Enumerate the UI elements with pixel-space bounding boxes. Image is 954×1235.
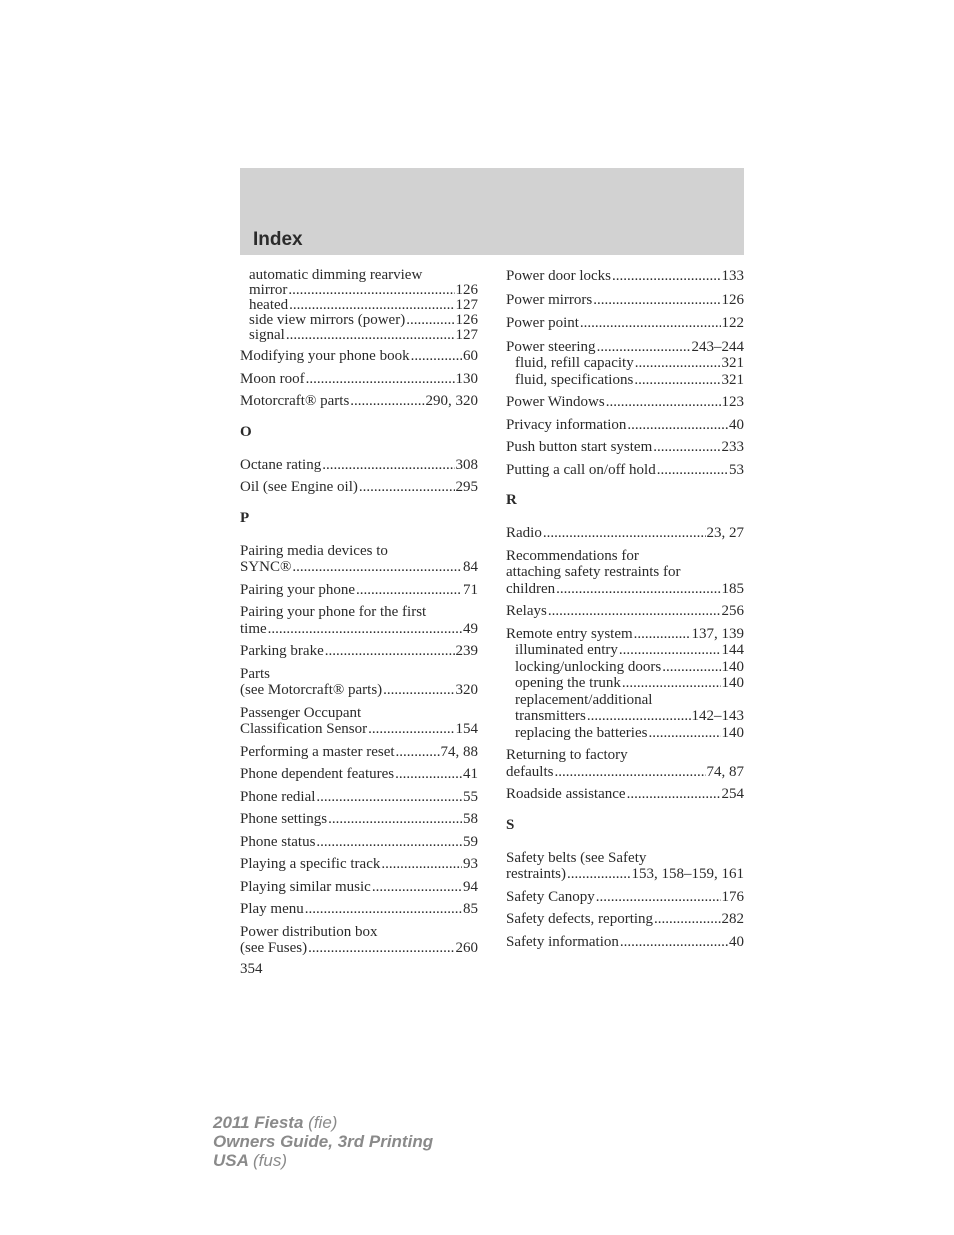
entry-pages: 93 bbox=[463, 856, 478, 872]
entry-pages: 321 bbox=[721, 371, 744, 388]
entry-pages: 74, 88 bbox=[440, 743, 478, 760]
entry-second-line: attaching safety restraints for bbox=[506, 564, 681, 580]
index-entry bbox=[240, 348, 478, 365]
entry-label: Remote entry system bbox=[506, 625, 633, 642]
leader-dots bbox=[305, 901, 462, 918]
leader-dots bbox=[597, 339, 691, 356]
entry-label: Play menu bbox=[240, 901, 304, 917]
entry-pages: 53 bbox=[729, 461, 744, 478]
leader-dots bbox=[325, 643, 455, 660]
entry-label: SYNC® bbox=[240, 559, 292, 575]
entry-pages: 126 bbox=[721, 291, 744, 308]
entry-label: Classification Sensor bbox=[240, 721, 368, 737]
leader-dots bbox=[596, 889, 721, 906]
entry-label: opening the trunk bbox=[515, 675, 621, 691]
leader-dots bbox=[634, 626, 691, 643]
leader-dots bbox=[350, 393, 424, 410]
index-entry bbox=[240, 582, 478, 599]
leader-dots bbox=[554, 764, 705, 781]
entry-pages: 126 bbox=[455, 282, 478, 298]
leader-dots bbox=[289, 298, 454, 313]
entry-pages: 133 bbox=[721, 268, 744, 284]
entry-pages: 74, 87 bbox=[706, 763, 744, 780]
entry-pages: 154 bbox=[455, 721, 478, 737]
leader-dots bbox=[308, 940, 454, 957]
entry-label: (see Motorcraft® parts) bbox=[240, 682, 383, 698]
entry-label: time bbox=[240, 620, 267, 637]
leader-dots bbox=[627, 786, 721, 803]
leader-dots bbox=[587, 708, 691, 725]
entry-pages: 126 bbox=[455, 312, 478, 328]
leader-dots bbox=[543, 525, 706, 542]
entry-pages: 59 bbox=[463, 833, 478, 850]
index-line bbox=[249, 283, 478, 298]
entry-label: Privacy information bbox=[506, 416, 627, 433]
entry-label: (see Fuses) bbox=[240, 940, 308, 956]
index-subentries-mirrors bbox=[240, 268, 478, 343]
leader-dots bbox=[316, 834, 462, 851]
index-entry bbox=[240, 924, 478, 957]
entry-pages: 233 bbox=[721, 439, 744, 455]
leader-dots bbox=[635, 355, 721, 372]
entry-label: signal bbox=[249, 327, 285, 343]
leader-dots bbox=[286, 328, 455, 343]
leader-dots bbox=[622, 675, 721, 692]
index-entry bbox=[506, 292, 744, 309]
footer-line-3 bbox=[213, 1151, 433, 1170]
leader-dots bbox=[606, 394, 721, 411]
entry-pages: 140 bbox=[721, 675, 744, 691]
leader-dots bbox=[662, 659, 720, 676]
entry-pages: 321 bbox=[721, 355, 744, 371]
entry-pages: 23, 27 bbox=[706, 525, 744, 541]
leader-dots bbox=[627, 417, 728, 434]
leader-dots bbox=[381, 856, 462, 873]
index-entry bbox=[506, 747, 744, 780]
leader-dots bbox=[654, 911, 720, 928]
index-entry bbox=[506, 934, 744, 951]
index-entry bbox=[506, 315, 744, 332]
leader-dots bbox=[328, 811, 462, 828]
index-entry bbox=[240, 604, 478, 637]
entry-pages: 144 bbox=[721, 642, 744, 658]
document-footer bbox=[213, 1113, 433, 1170]
index-entry bbox=[240, 744, 478, 761]
index-entry bbox=[240, 457, 478, 474]
index-entry bbox=[506, 268, 744, 285]
index-entry bbox=[240, 543, 478, 576]
entry-label: Push button start system bbox=[506, 439, 653, 455]
entry-pages: 239 bbox=[455, 643, 478, 659]
leader-dots bbox=[634, 372, 720, 389]
entry-label: Power door locks bbox=[506, 268, 611, 284]
index-entry bbox=[506, 525, 744, 542]
entry-label: replacing the batteries bbox=[515, 724, 648, 741]
index-entry bbox=[506, 462, 744, 479]
entry-pages: 127 bbox=[455, 327, 478, 343]
leader-dots bbox=[556, 581, 720, 598]
leader-dots bbox=[292, 559, 462, 576]
entry-label: restraints) bbox=[506, 866, 566, 882]
footer-market: USA bbox=[213, 1151, 249, 1170]
entry-pages: 60 bbox=[463, 348, 478, 364]
entry-pages: 130 bbox=[455, 370, 478, 387]
index-entry bbox=[506, 603, 744, 620]
leader-dots bbox=[372, 879, 462, 896]
entry-label: Modifying your phone book bbox=[240, 348, 410, 364]
entry-pages: 176 bbox=[721, 888, 744, 905]
entry-pages: 40 bbox=[729, 416, 744, 433]
index-entry bbox=[240, 766, 478, 783]
leader-dots bbox=[567, 866, 631, 883]
section-letter-s: S bbox=[506, 816, 515, 833]
entry-pages: 94 bbox=[463, 878, 478, 895]
footer-line-2: Owners Guide, 3rd Printing bbox=[213, 1132, 434, 1151]
section-letter-r: R bbox=[506, 492, 517, 508]
entry-pages: 185 bbox=[721, 580, 744, 597]
entry-label: Motorcraft® parts bbox=[240, 393, 350, 409]
footer-model-code: (fie) bbox=[308, 1113, 338, 1132]
section-letter-o: O bbox=[240, 423, 252, 440]
entry-pages: 320 bbox=[455, 682, 478, 698]
entry-label: mirror bbox=[249, 282, 288, 298]
index-line bbox=[249, 298, 478, 313]
entry-label: side view mirrors (power) bbox=[249, 312, 406, 328]
index-entry bbox=[240, 479, 478, 496]
entry-first-line: Recommendations for bbox=[506, 547, 639, 564]
index-entry bbox=[506, 889, 744, 906]
entry-pages: 254 bbox=[721, 786, 744, 802]
index-entry bbox=[506, 394, 744, 411]
index-column-left bbox=[240, 268, 478, 957]
entry-pages: 295 bbox=[455, 479, 478, 495]
index-entry bbox=[506, 911, 744, 928]
entry-label: Playing a specific track bbox=[240, 856, 381, 872]
entry-first-line: Passenger Occupant bbox=[240, 704, 362, 721]
entry-pages: 55 bbox=[463, 788, 478, 805]
leader-dots bbox=[356, 582, 462, 599]
entry-label: Relays bbox=[506, 603, 547, 619]
entry-label: Phone redial bbox=[240, 788, 316, 805]
entry-label: heated bbox=[249, 297, 289, 313]
entry-label: Phone dependent features bbox=[240, 766, 395, 782]
entry-first-line: Parts bbox=[240, 665, 270, 682]
index-header-band bbox=[240, 168, 744, 255]
entry-pages: 123 bbox=[721, 394, 744, 410]
entry-pages: 256 bbox=[721, 603, 744, 619]
entry-label: Phone settings bbox=[240, 811, 328, 827]
leader-dots bbox=[322, 457, 454, 474]
entry-label: Roadside assistance bbox=[506, 786, 626, 802]
leader-dots bbox=[306, 371, 455, 388]
leader-dots bbox=[268, 621, 462, 638]
index-column-right bbox=[506, 268, 744, 956]
index-entry bbox=[240, 856, 478, 873]
entry-label: transmitters bbox=[515, 708, 586, 724]
entry-label: Power Windows bbox=[506, 394, 605, 410]
entry-label: Power mirrors bbox=[506, 291, 593, 308]
entry-label: locking/unlocking doors bbox=[515, 658, 662, 675]
leader-dots bbox=[411, 348, 462, 365]
leader-dots bbox=[620, 934, 728, 951]
index-entry bbox=[240, 371, 478, 388]
leader-dots bbox=[653, 439, 720, 456]
entry-label: Moon roof bbox=[240, 370, 305, 387]
entry-pages: 243–244 bbox=[691, 338, 744, 355]
entry-first-line: Pairing media devices to bbox=[240, 542, 388, 559]
entry-pages: 49 bbox=[463, 620, 478, 637]
entry-label: children bbox=[506, 580, 556, 597]
index-entry bbox=[240, 666, 478, 699]
index-line bbox=[249, 268, 478, 283]
index-entry bbox=[240, 705, 478, 738]
entry-label: Safety Canopy bbox=[506, 888, 595, 905]
leader-dots bbox=[406, 313, 454, 328]
index-line bbox=[249, 328, 478, 343]
entry-pages: 140 bbox=[721, 658, 744, 675]
entry-first-line: Pairing your phone for the first bbox=[240, 604, 427, 620]
index-entry bbox=[506, 786, 744, 803]
entry-label: Parking brake bbox=[240, 643, 324, 659]
footer-market-code: (fus) bbox=[253, 1151, 287, 1170]
entry-pages: 153, 158–159, 161 bbox=[631, 866, 744, 882]
entry-label: illuminated entry bbox=[515, 642, 618, 658]
index-entry bbox=[506, 417, 744, 434]
leader-dots bbox=[395, 766, 462, 783]
leader-dots bbox=[383, 682, 454, 699]
entry-label: Putting a call on/off hold bbox=[506, 461, 656, 478]
entry-label: fluid, specifications bbox=[515, 371, 634, 388]
entry-first-line: Safety belts (see Safety bbox=[506, 849, 647, 866]
leader-dots bbox=[548, 603, 721, 620]
leader-dots bbox=[368, 721, 454, 738]
entry-first-line: Returning to factory bbox=[506, 747, 628, 763]
index-entry bbox=[506, 626, 744, 742]
entry-pages: 85 bbox=[463, 901, 478, 917]
entry-pages: 127 bbox=[455, 297, 478, 313]
leader-dots bbox=[396, 744, 440, 761]
index-entry bbox=[240, 789, 478, 806]
leader-dots bbox=[619, 642, 721, 659]
entry-pages: 71 bbox=[463, 581, 478, 598]
index-entry bbox=[506, 850, 744, 883]
index-entry bbox=[240, 643, 478, 660]
entry-label: Power point bbox=[506, 315, 579, 331]
leader-dots bbox=[288, 283, 454, 298]
leader-dots bbox=[593, 292, 720, 309]
entry-label: Performing a master reset bbox=[240, 743, 395, 760]
entry-label: fluid, refill capacity bbox=[515, 355, 634, 371]
entry-pages: 260 bbox=[455, 940, 478, 956]
index-line bbox=[249, 313, 478, 328]
entry-pages: 282 bbox=[721, 911, 744, 927]
leader-dots bbox=[648, 725, 720, 742]
entry-label: Pairing your phone bbox=[240, 581, 355, 598]
entry-pages: 40 bbox=[729, 933, 744, 950]
entry-label: Phone status bbox=[240, 833, 316, 850]
leader-dots bbox=[316, 789, 462, 806]
entry-pages: 122 bbox=[721, 315, 744, 331]
entry-pages: 58 bbox=[463, 811, 478, 827]
index-entry bbox=[506, 548, 744, 598]
leader-dots bbox=[580, 315, 721, 332]
page-title: Index bbox=[253, 229, 303, 250]
entry-label: Safety information bbox=[506, 933, 619, 950]
entry-label: Radio bbox=[506, 525, 542, 541]
entry-pages: 308 bbox=[455, 456, 478, 473]
footer-line-1 bbox=[213, 1113, 433, 1132]
entry-pages: 290, 320 bbox=[425, 393, 478, 409]
entry-first-line: replacement/additional bbox=[515, 691, 653, 708]
entry-pages: 142–143 bbox=[691, 708, 744, 724]
footer-model: 2011 Fiesta bbox=[213, 1113, 304, 1132]
index-entry bbox=[506, 339, 744, 389]
entry-pages: 137, 139 bbox=[691, 625, 744, 642]
index-entry bbox=[240, 811, 478, 828]
entry-label: Power steering bbox=[506, 338, 596, 355]
entry-label: defaults bbox=[506, 763, 554, 780]
leader-dots bbox=[657, 462, 728, 479]
index-entry bbox=[240, 393, 478, 410]
entry-label: automatic dimming rearview bbox=[249, 267, 423, 283]
index-entry bbox=[240, 879, 478, 896]
index-entry bbox=[506, 439, 744, 456]
leader-dots bbox=[612, 268, 721, 285]
entry-label: Octane rating bbox=[240, 456, 322, 473]
entry-pages: 41 bbox=[463, 766, 478, 782]
entry-first-line: Power distribution box bbox=[240, 923, 378, 940]
index-entry bbox=[240, 834, 478, 851]
entry-label: Safety defects, reporting bbox=[506, 911, 654, 927]
entry-pages: 140 bbox=[721, 724, 744, 741]
index-entry bbox=[240, 901, 478, 918]
entry-pages: 84 bbox=[463, 559, 478, 575]
page-number: 354 bbox=[240, 961, 263, 977]
section-letter-p: P bbox=[240, 509, 250, 526]
entry-label: Playing similar music bbox=[240, 878, 371, 895]
entry-label: Oil (see Engine oil) bbox=[240, 479, 358, 495]
leader-dots bbox=[359, 479, 455, 496]
